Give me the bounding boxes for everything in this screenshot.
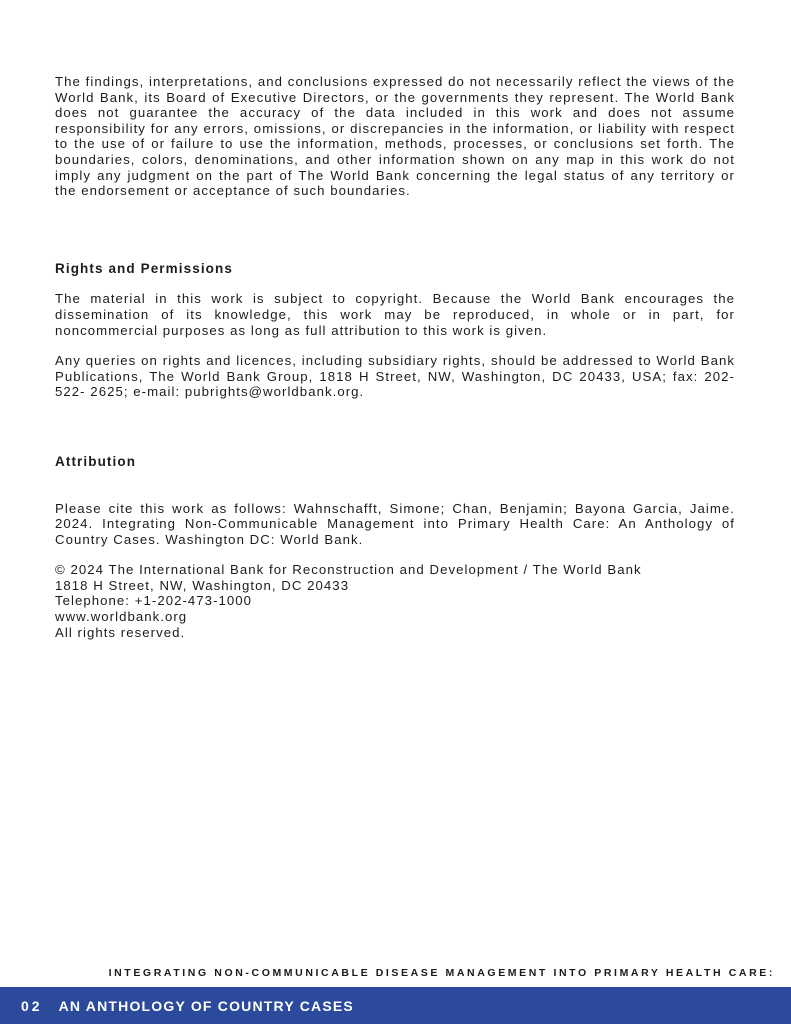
disclaimer-paragraph: The findings, interpretations, and conclusions expressed do not necessarily reflect the views of the World Bank, its Board of Executive Directors, or the governments they represent. The World Bank does not guarantee the accuracy of the data included in this work and does not assume responsibility for any errors, omissions, or discrepancies in the information, or liability with respect to the use of or failure to use the information, methods, processes, or conclusions set forth. The boundaries, colors, denominations, and other information shown on any map in this work do not imply any judgment on the part of The World Bank concerning the legal status of any territory or the endorsement or acceptance of such boundaries. <box>55 74 735 199</box>
attribution-heading: Attribution <box>55 453 137 469</box>
footer-subtitle: AN ANTHOLOGY OF COUNTRY CASES <box>58 997 354 1014</box>
citation-paragraph: Please cite this work as follows: Wahnschafft, Simone; Chan, Benjamin; Bayona Garcia, Jaime. 2024. Integrating Non-Communicable Management into Primary Health Care: An Anthology of Country Cases. Washington DC: World Bank. <box>55 500 735 547</box>
telephone-line: Telephone: +1-202-473-1000 <box>55 593 253 609</box>
website-link[interactable]: www.worldbank.org <box>55 609 188 625</box>
running-title: INTEGRATING NON-COMMUNICABLE DISEASE MANAGEMENT INTO PRIMARY HEALTH CARE: <box>108 967 775 979</box>
footer-bar <box>0 987 791 1024</box>
rights-paragraph-1: The material in this work is subject to copyright. Because the World Bank encourages the dissemination of its knowledge, this work may be reproduced, in whole or in part, for noncommercial purposes as long as full attribution to this work is given. <box>55 291 735 338</box>
page-content <box>55 74 735 640</box>
address-line: 1818 H Street, NW, Washington, DC 20433 <box>55 577 350 593</box>
rights-paragraph-2: Any queries on rights and licences, including subsidiary rights, should be addressed to World Bank Publications, The World Bank Group, 1818 H Street, NW, Washington, DC 20433, USA; fax: 202-522- 2625; e-mail: pubrights@worldbank.org. <box>55 353 735 400</box>
rights-heading: Rights and Permissions <box>55 260 233 276</box>
page-number: 02 <box>21 997 43 1014</box>
copyright-line: © 2024 The International Bank for Reconstruction and Development / The World Bank <box>55 562 642 578</box>
rights-reserved-line: All rights reserved. <box>55 624 186 640</box>
